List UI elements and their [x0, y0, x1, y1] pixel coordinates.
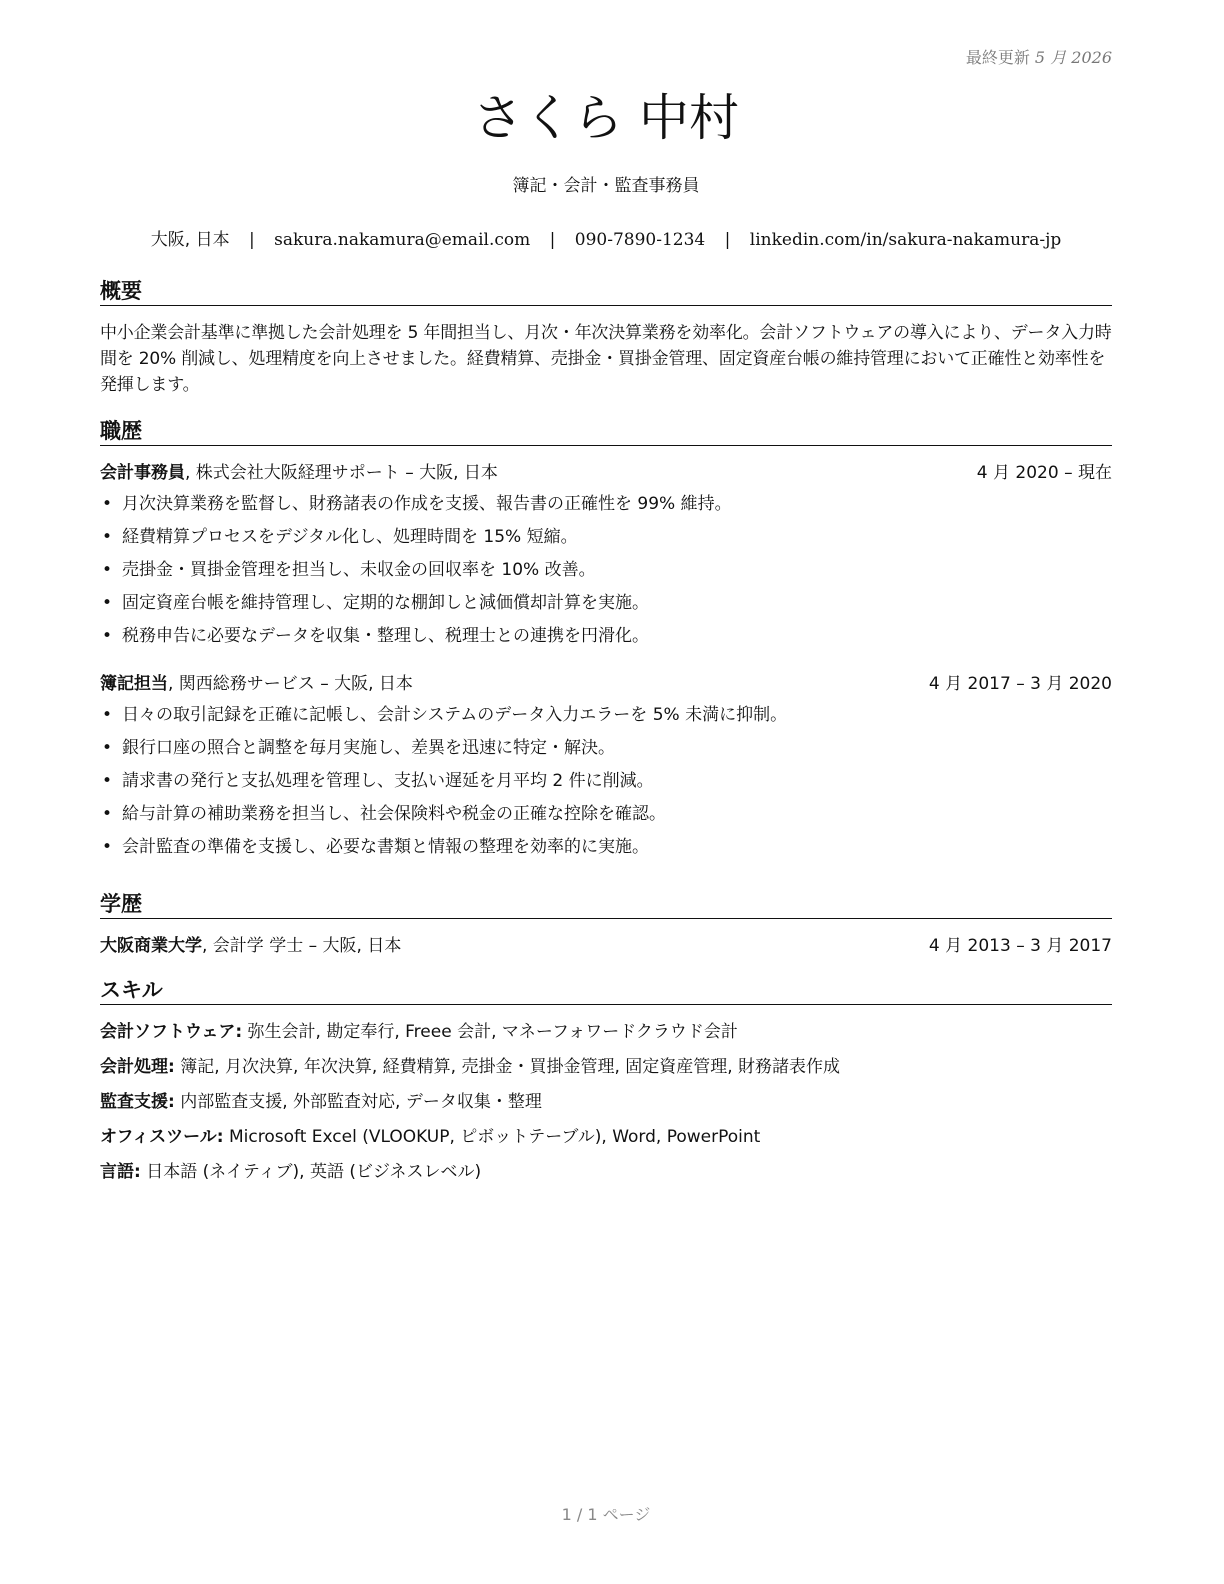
- job-header: [100, 460, 1112, 486]
- bullet-icon: •: [102, 738, 113, 758]
- bullet-icon: •: [102, 494, 113, 514]
- education-entry: [100, 933, 1112, 959]
- bullet-icon: •: [102, 705, 113, 725]
- skill-value: 日本語 (ネイティブ), 英語 (ビジネスレベル): [140, 1162, 482, 1182]
- bullet-item: [100, 798, 1112, 831]
- contact-separator: |: [248, 230, 255, 250]
- skill-label: 言語:: [100, 1162, 141, 1182]
- skill-row: [100, 1155, 1112, 1190]
- bullet-text: 給与計算の補助業務を担当し、社会保険料や税金の正確な控除を確認。: [122, 804, 666, 824]
- summary-text: 中小企業会計基準に準拠した会計処理を 5 年間担当し、月次・年次決算業務を効率化。会計ソフトウェアの導入により、データ入力時間を 20% 削減し、処理精度を向上させました。経費精算、売掛金・買掛金管理、固定資産台帳の維持管理において正確性と効率性を発揮します。: [100, 323, 1112, 395]
- bullet-text: 売掛金・買掛金管理を担当し、未収金の回収率を 10% 改善。: [122, 560, 596, 580]
- bullet-text: 月次決算業務を監督し、財務諸表の作成を支援、報告書の正確性を 99% 維持。: [122, 494, 732, 514]
- bullet-icon: •: [102, 560, 113, 580]
- bullet-text: 税務申告に必要なデータを収集・整理し、税理士との連携を円滑化。: [122, 626, 649, 646]
- contact-separator: |: [724, 230, 731, 250]
- skill-value: 簿記, 月次決算, 年次決算, 経費精算, 売掛金・買掛金管理, 固定資産管理, 財務諸表作成: [174, 1057, 841, 1077]
- job-header: [100, 671, 1112, 697]
- skill-row: [100, 1085, 1112, 1120]
- job-dates: 4 月 2020 – 現在: [976, 463, 1112, 483]
- candidate-name: さくら 中村: [473, 89, 739, 147]
- contact-email[interactable]: sakura.nakamura@email.com: [274, 230, 531, 250]
- section-title-education: 学歴: [100, 890, 1112, 919]
- bullet-text: 銀行口座の照合と調整を毎月実施し、差異を迅速に特定・解決。: [122, 738, 615, 758]
- job-entry: [100, 460, 1112, 653]
- bullet-text: 請求書の発行と支払処理を管理し、支払い遅延を月平均 2 件に削減。: [122, 771, 654, 791]
- skill-row: [100, 1015, 1112, 1050]
- education-heading: [100, 933, 401, 959]
- bullet-text: 経費精算プロセスをデジタル化し、処理時間を 15% 短縮。: [122, 527, 578, 547]
- job-heading: [100, 460, 498, 486]
- skill-value: 内部監査支援, 外部監査対応, データ収集・整理: [174, 1092, 542, 1112]
- last-updated: [966, 45, 1112, 68]
- bullet-item: [100, 699, 1112, 732]
- job-dates: 4 月 2017 – 3 月 2020: [928, 674, 1112, 694]
- skill-row: [100, 1120, 1112, 1155]
- bullet-icon: •: [102, 626, 113, 646]
- bullet-item: [100, 554, 1112, 587]
- bullet-item: [100, 831, 1112, 864]
- bullet-icon: •: [102, 593, 113, 613]
- bullet-text: 会計監査の準備を支援し、必要な書類と情報の整理を効率的に実施。: [122, 837, 649, 857]
- skill-label: 会計ソフトウェア:: [100, 1022, 243, 1042]
- contact-separator: |: [549, 230, 556, 250]
- bullet-icon: •: [102, 527, 113, 547]
- resume-page: [100, 0, 1112, 1584]
- bullet-icon: •: [102, 837, 113, 857]
- bullet-text: 固定資産台帳を維持管理し、定期的な棚卸しと減価償却計算を実施。: [122, 593, 649, 613]
- contact-linkedin[interactable]: linkedin.com/in/sakura-nakamura-jp: [749, 230, 1062, 250]
- skill-row: [100, 1050, 1112, 1085]
- summary-section: [100, 277, 1112, 398]
- experience-section: [100, 417, 1112, 864]
- last-updated-label: 最終更新: [965, 48, 1030, 67]
- job-org: , 関西総務サービス – 大阪, 日本: [168, 674, 413, 694]
- bullet-item: [100, 620, 1112, 653]
- bullet-item: [100, 521, 1112, 554]
- contact-location: 大阪, 日本: [150, 230, 230, 250]
- bullet-text: 日々の取引記録を正確に記帳し、会計システムのデータ入力エラーを 5% 未満に抑制。: [122, 705, 788, 725]
- contact-phone: 090-7890-1234: [574, 230, 706, 250]
- job-bullets: [100, 699, 1112, 864]
- skill-label: 会計処理:: [100, 1057, 175, 1077]
- section-title-summary: 概要: [100, 277, 1112, 306]
- job-title: 簿記・会計・監査事務員: [512, 176, 700, 196]
- section-title-skills: スキル: [100, 976, 1112, 1005]
- skills-list: [100, 1015, 1112, 1190]
- bullet-item: [100, 488, 1112, 521]
- skill-label: 監査支援:: [100, 1092, 175, 1112]
- job-entry: [100, 671, 1112, 864]
- page-number: 1 / 1 ページ: [561, 1505, 651, 1524]
- bullet-icon: •: [102, 804, 113, 824]
- job-heading: [100, 671, 413, 697]
- job-role: 簿記担当: [100, 674, 168, 694]
- contact-line: [100, 225, 1112, 250]
- job-bullets: [100, 488, 1112, 653]
- section-title-experience: 職歴: [100, 417, 1112, 446]
- last-updated-date: 5 月 2026: [1034, 48, 1112, 67]
- skill-label: オフィスツール:: [100, 1127, 224, 1147]
- bullet-item: [100, 765, 1112, 798]
- bullet-item: [100, 732, 1112, 765]
- education-school: 大阪商業大学: [100, 936, 202, 956]
- bullet-icon: •: [102, 771, 113, 791]
- skills-section: [100, 976, 1112, 1190]
- skill-value: 弥生会計, 勘定奉行, Freee 会計, マネーフォワードクラウド会計: [242, 1022, 738, 1042]
- education-dates: 4 月 2013 – 3 月 2017: [928, 936, 1112, 956]
- skill-value: Microsoft Excel (VLOOKUP, ピボットテーブル), Word, PowerPoint: [223, 1127, 761, 1147]
- bullet-item: [100, 587, 1112, 620]
- job-role: 会計事務員: [100, 463, 185, 483]
- job-org: , 株式会社大阪経理サポート – 大阪, 日本: [185, 463, 498, 483]
- education-section: [100, 890, 1112, 959]
- education-detail: , 会計学 学士 – 大阪, 日本: [202, 936, 402, 956]
